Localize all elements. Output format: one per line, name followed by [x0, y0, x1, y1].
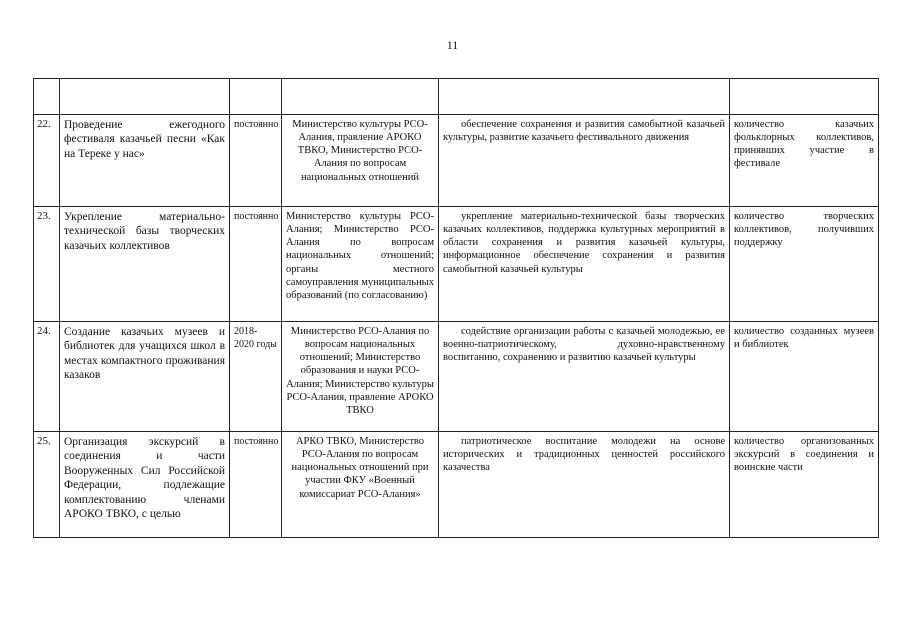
measure-result: обеспечение сохранения и развития самобытной казачьей культуры, развитие казачьего фестивального движения: [439, 115, 730, 207]
measure-executors: АРКО ТВКО, Министерство РСО-Алания по вопросам национальных отношений при участии ФКУ «Военный комиссариат РСО-Алания»: [282, 432, 439, 538]
measure-result: содействие организации работы с казачьей молодежью, ее военно-патриотическому, духовно-нравственному воспитанию, сохранению и развитию казачьей культуры: [439, 322, 730, 432]
measure-executors: Министерство культуры РСО-Алания, правление АРОКО ТВКО, Министерство РСО-Алания по вопросам национальных отношений: [282, 115, 439, 207]
measure-executors: Министерство РСО-Алания по вопросам национальных отношений; Министерство образования и науки РСО-Алания; Министерство культуры РСО-Алания, правление АРОКО ТВКО: [282, 322, 439, 432]
measure-term: постоянно: [230, 207, 282, 322]
measure-indicator: количество творческих коллективов, получивших поддержку: [730, 207, 879, 322]
row-number: 23.: [34, 207, 60, 322]
measure-term: постоянно: [230, 115, 282, 207]
row-number: 24.: [34, 322, 60, 432]
measure-indicator: количество казачьих фольклорных коллективов, принявших участие в фестивале: [730, 115, 879, 207]
measure-result: патриотическое воспитание молодежи на основе исторических и традиционных ценностей российского казачества: [439, 432, 730, 538]
measure-indicator: количество организованных экскурсий в соединения и воинские части: [730, 432, 879, 538]
measure-name: Проведение ежегодного фестиваля казачьей песни «Как на Тереке у нас»: [60, 115, 230, 207]
measure-name: Создание казачьих музеев и библиотек для учащихся школ в местах компактного проживания казаков: [60, 322, 230, 432]
measure-term: 2018-2020 годы: [230, 322, 282, 432]
measure-name: Укрепление материально-технической базы творческих казачьих коллективов: [60, 207, 230, 322]
page-number: 11: [446, 38, 459, 52]
measure-name: Организация экскурсий в соединения и части Вооруженных Сил Российской Федерации, подлежащие комплектованию членами АРОКО ТВКО, с целью: [60, 432, 230, 538]
row-number: 25.: [34, 432, 60, 538]
measure-indicator: количество созданных музеев и библиотек: [730, 322, 879, 432]
table-row: [34, 115, 879, 207]
table-row-header-spacer: [34, 79, 879, 115]
table-row: [34, 322, 879, 432]
measure-term: постоянно: [230, 432, 282, 538]
measure-result: укрепление материально-технической базы творческих казачьих коллективов, поддержка культурных мероприятий в области сохранения и развития казачьей культуры, информационное обеспечение сохранения и развития самобытной казачьей культуры: [439, 207, 730, 322]
measure-executors: Министерство культуры РСО-Алания; Министерство РСО-Алания по вопросам национальных отношений; органы местного самоуправления муниципальных образований (по согласованию): [282, 207, 439, 322]
table-row: [34, 207, 879, 322]
program-table: [33, 78, 879, 538]
table-row: [34, 432, 879, 538]
row-number: 22.: [34, 115, 60, 207]
